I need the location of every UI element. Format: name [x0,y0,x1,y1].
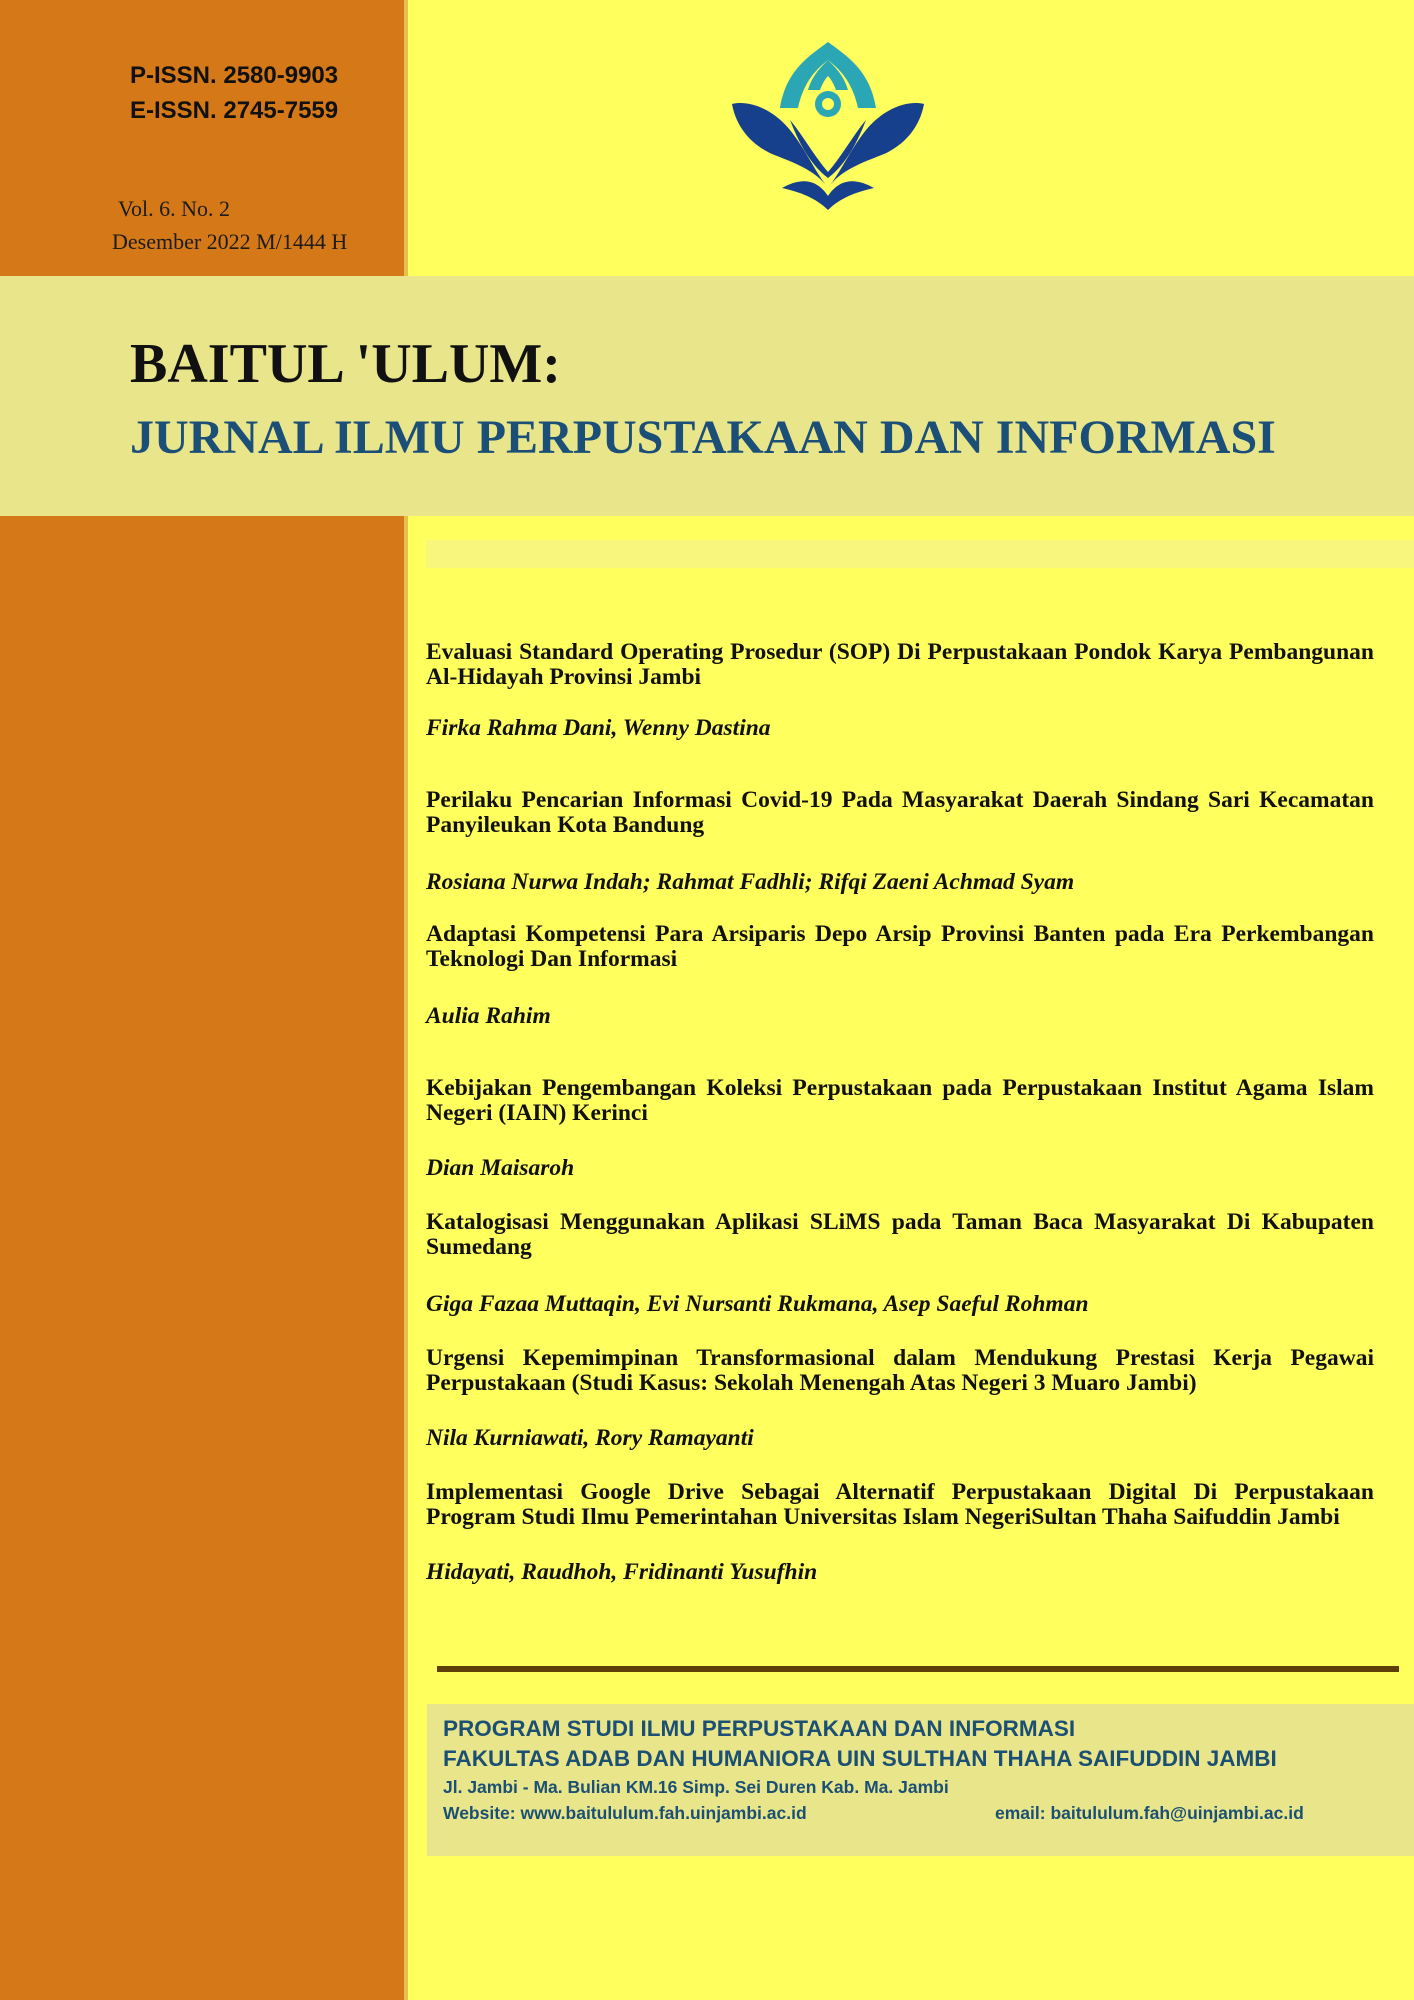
print-issn: P-ISSN. 2580-9903 [130,62,339,89]
publisher-footer [427,1704,1414,1856]
left-color-band-bottom [0,516,404,2000]
journal-subtitle: JURNAL ILMU PERPUSTAKAAN DAN INFORMASI [130,411,1276,464]
band-shadow [404,516,408,2000]
article-title: Katalogisasi Menggunakan Aplikasi SLiMS pada Taman Baca Masyarakat Di Kabupaten Sumedang [426,1209,1374,1260]
issue-date: Desember 2022 M/1444 H [112,229,348,254]
article-authors: Giga Fazaa Muttaqin, Evi Nursanti Rukmana, Asep Saeful Rohman [426,1291,1089,1317]
university-logo-icon [728,38,928,214]
article-authors: Dian Maisaroh [426,1155,575,1181]
program-name: PROGRAM STUDI ILMU PERPUSTAKAAN DAN INFORMASI [443,1716,1076,1741]
faculty-name: FAKULTAS ADAB DAN HUMANIORA UIN SULTHAN THAHA SAIFUDDIN JAMBI [443,1746,1277,1771]
title-band [0,276,1414,516]
article-authors: Hidayati, Raudhoh, Fridinanti Yusufhin [426,1559,818,1585]
decorative-strip [426,540,1414,568]
article-authors: Firka Rahma Dani, Wenny Dastina [426,715,771,741]
article-authors: Aulia Rahim [426,1003,551,1029]
electronic-issn: E-ISSN. 2745-7559 [130,97,339,124]
article-title: Evaluasi Standard Operating Prosedur (SOP) Di Perpustakaan Pondok Karya Pembangunan Al-Hidayah Provinsi Jambi [426,639,1374,690]
article-title: Implementasi Google Drive Sebagai Alternatif Perpustakaan Digital Di Perpustakaan Program Studi Ilmu Pemerintahan Universitas Islam NegeriSultan Thaha Saifuddin Jambi [426,1479,1374,1530]
band-shadow [404,0,408,276]
address: Jl. Jambi - Ma. Bulian KM.16 Simp. Sei Duren Kab. Ma. Jambi [443,1777,949,1797]
issn-block [130,58,338,128]
article-authors: Rosiana Nurwa Indah; Rahmat Fadhli; Rifqi Zaeni Achmad Syam [426,869,1075,895]
website-link[interactable]: Website: www.baitululum.fah.uinjambi.ac.id [443,1803,807,1823]
article-title: Kebijakan Pengembangan Koleksi Perpustakaan pada Perpustakaan Institut Agama Islam Negeri (IAIN) Kerinci [426,1075,1374,1126]
article-title: Urgensi Kepemimpinan Transformasional dalam Mendukung Prestasi Kerja Pegawai Perpustakaan (Studi Kasus: Sekolah Menengah Atas Negeri 3 Muaro Jambi) [426,1345,1374,1396]
journal-title: BAITUL 'ULUM: [130,333,561,395]
table-of-contents [426,640,1374,1586]
volume-number: Vol. 6. No. 2 [118,196,231,221]
issue-info [112,192,347,258]
article-title: Adaptasi Kompetensi Para Arsiparis Depo Arsip Provinsi Banten pada Era Perkembangan Teknologi Dan Informasi [426,921,1374,972]
article-title: Perilaku Pencarian Informasi Covid-19 Pada Masyarakat Daerah Sindang Sari Kecamatan Panyileukan Kota Bandung [426,787,1374,838]
footer-divider [437,1666,1399,1672]
email-link[interactable]: email: baitululum.fah@uinjambi.ac.id [995,1803,1304,1823]
article-authors: Nila Kurniawati, Rory Ramayanti [426,1425,754,1451]
